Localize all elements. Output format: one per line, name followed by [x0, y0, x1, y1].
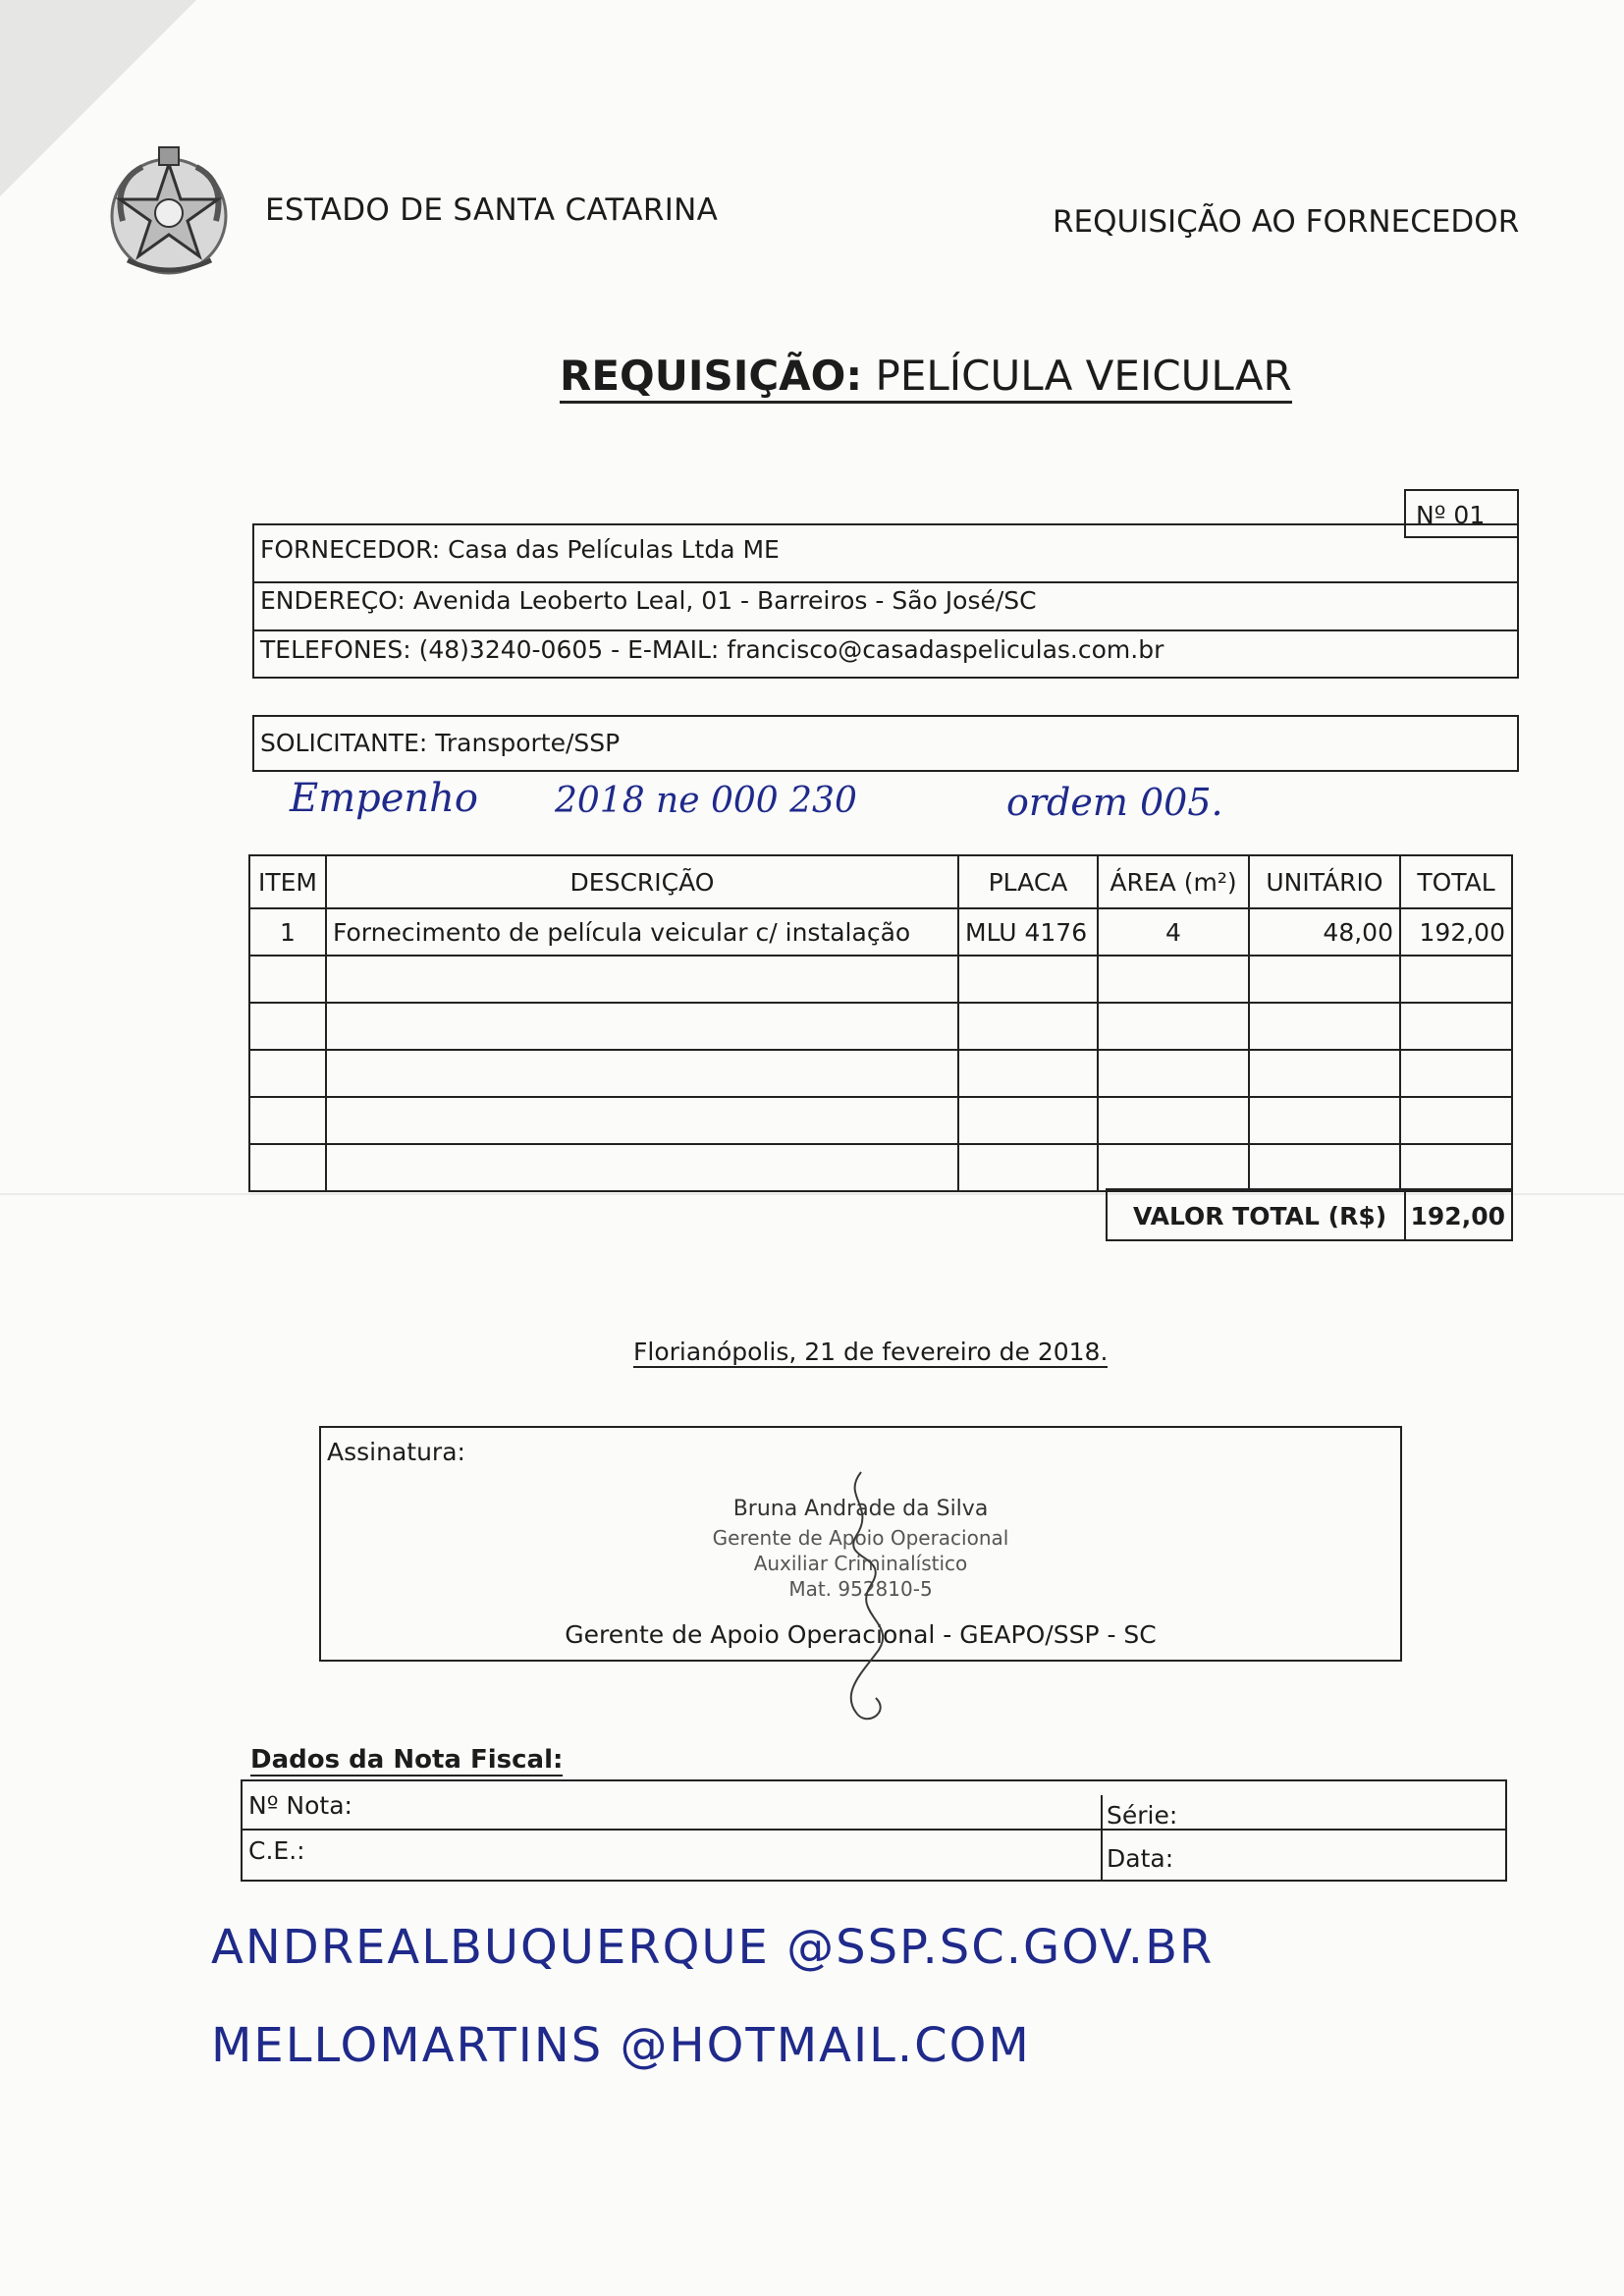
- solicitante-box: [252, 715, 1519, 772]
- nota-fiscal-title: Dados da Nota Fiscal:: [250, 1745, 564, 1775]
- requisition-header: REQUISIÇÃO AO FORNECEDOR: [1053, 204, 1520, 240]
- phone-line: [260, 635, 1164, 664]
- place-date: Florianópolis, 21 de fevereiro de 2018.: [633, 1338, 1109, 1366]
- document-title: [560, 352, 1292, 404]
- divider: [1404, 1190, 1406, 1239]
- endereco-label: ENDEREÇO:: [260, 586, 406, 615]
- signature-box: [319, 1426, 1402, 1662]
- header-placa: PLACA: [958, 855, 1098, 908]
- supplier-line: [260, 535, 780, 564]
- supplier-box: [252, 523, 1519, 679]
- divider: [1101, 1795, 1103, 1880]
- header-item: ITEM: [249, 855, 326, 908]
- handwritten-ordem: ordem 005.: [1006, 781, 1223, 824]
- handwritten-email-1: ANDREALBUQUERQUE @SSP.SC.GOV.BR: [211, 1920, 1215, 1975]
- fornecedor-label: FORNECEDOR:: [260, 535, 441, 564]
- stamp-name: Bruna Andrade da Silva: [732, 1497, 989, 1521]
- divider: [254, 629, 1517, 631]
- document-number: Nº 01: [1416, 501, 1486, 529]
- header-total: TOTAL: [1400, 855, 1512, 908]
- signature-footer: Gerente de Apoio Operacional - GEAPO/SSP - SC: [565, 1620, 1157, 1649]
- table-row: [249, 1050, 1512, 1097]
- handwritten-signature: [783, 1467, 940, 1732]
- fornecedor-value: Casa das Películas Ltda ME: [448, 535, 780, 564]
- solicitante-label: SOLICITANTE:: [260, 729, 428, 757]
- table-row: [249, 908, 1512, 956]
- solicitante-value: Transporte/SSP: [435, 729, 621, 757]
- telefones-label: TELEFONES:: [260, 635, 411, 664]
- total-box: [1106, 1188, 1513, 1241]
- divider: [254, 581, 1517, 583]
- email-label: E-MAIL:: [627, 635, 720, 664]
- email-value: francisco@casadaspeliculas.com.br: [727, 635, 1164, 664]
- stamp-sub: Auxiliar Criminalístico: [753, 1552, 968, 1575]
- title-rest: PELÍCULA VEICULAR: [862, 352, 1292, 400]
- total-label: VALOR TOTAL (R$): [1133, 1202, 1387, 1230]
- cell-descricao: Fornecimento de película veicular c/ instalação: [326, 908, 958, 956]
- state-crest-icon: [103, 142, 236, 280]
- data-label: Data:: [1107, 1844, 1174, 1873]
- state-name: ESTADO DE SANTA CATARINA: [265, 192, 719, 228]
- cell-area: 4: [1098, 908, 1249, 956]
- table-header-row: [249, 855, 1512, 908]
- solicitante-line: [260, 729, 620, 757]
- items-table: [248, 854, 1513, 1192]
- nota-fiscal-box: [241, 1779, 1507, 1882]
- handwritten-empenho-number: 2018 ne 000 230: [555, 781, 857, 821]
- cell-unitario: 48,00: [1249, 908, 1400, 956]
- header-unitario: UNITÁRIO: [1249, 855, 1400, 908]
- handwritten-empenho: Empenho: [290, 776, 479, 821]
- title-bold: REQUISIÇÃO:: [560, 352, 863, 400]
- telefones-value: (48)3240-0605 -: [418, 635, 621, 664]
- table-row: [249, 956, 1512, 1003]
- cell-item: 1: [249, 908, 326, 956]
- table-row: [249, 1003, 1512, 1050]
- stamp-mat: Mat. 952810-5: [788, 1577, 933, 1601]
- table-row: [249, 1097, 1512, 1144]
- serie-label: Série:: [1107, 1801, 1178, 1830]
- divider: [243, 1829, 1505, 1831]
- stamp-role: Gerente de Apoio Operacional: [712, 1526, 1009, 1550]
- cell-placa: MLU 4176: [958, 908, 1098, 956]
- header-descricao: DESCRIÇÃO: [326, 855, 958, 908]
- header-area: ÁREA (m²): [1098, 855, 1249, 908]
- ce-label: C.E.:: [248, 1836, 305, 1865]
- total-value: 192,00: [1410, 1202, 1505, 1230]
- endereco-value: Avenida Leoberto Leal, 01 - Barreiros - São José/SC: [412, 586, 1037, 615]
- handwritten-email-2: MELLOMARTINS @HOTMAIL.COM: [211, 2018, 1031, 2073]
- table-row: [249, 1144, 1512, 1191]
- address-line: [260, 586, 1037, 615]
- signature-label: Assinatura:: [327, 1438, 465, 1466]
- nota-label: Nº Nota:: [248, 1791, 352, 1820]
- cell-total: 192,00: [1400, 908, 1512, 956]
